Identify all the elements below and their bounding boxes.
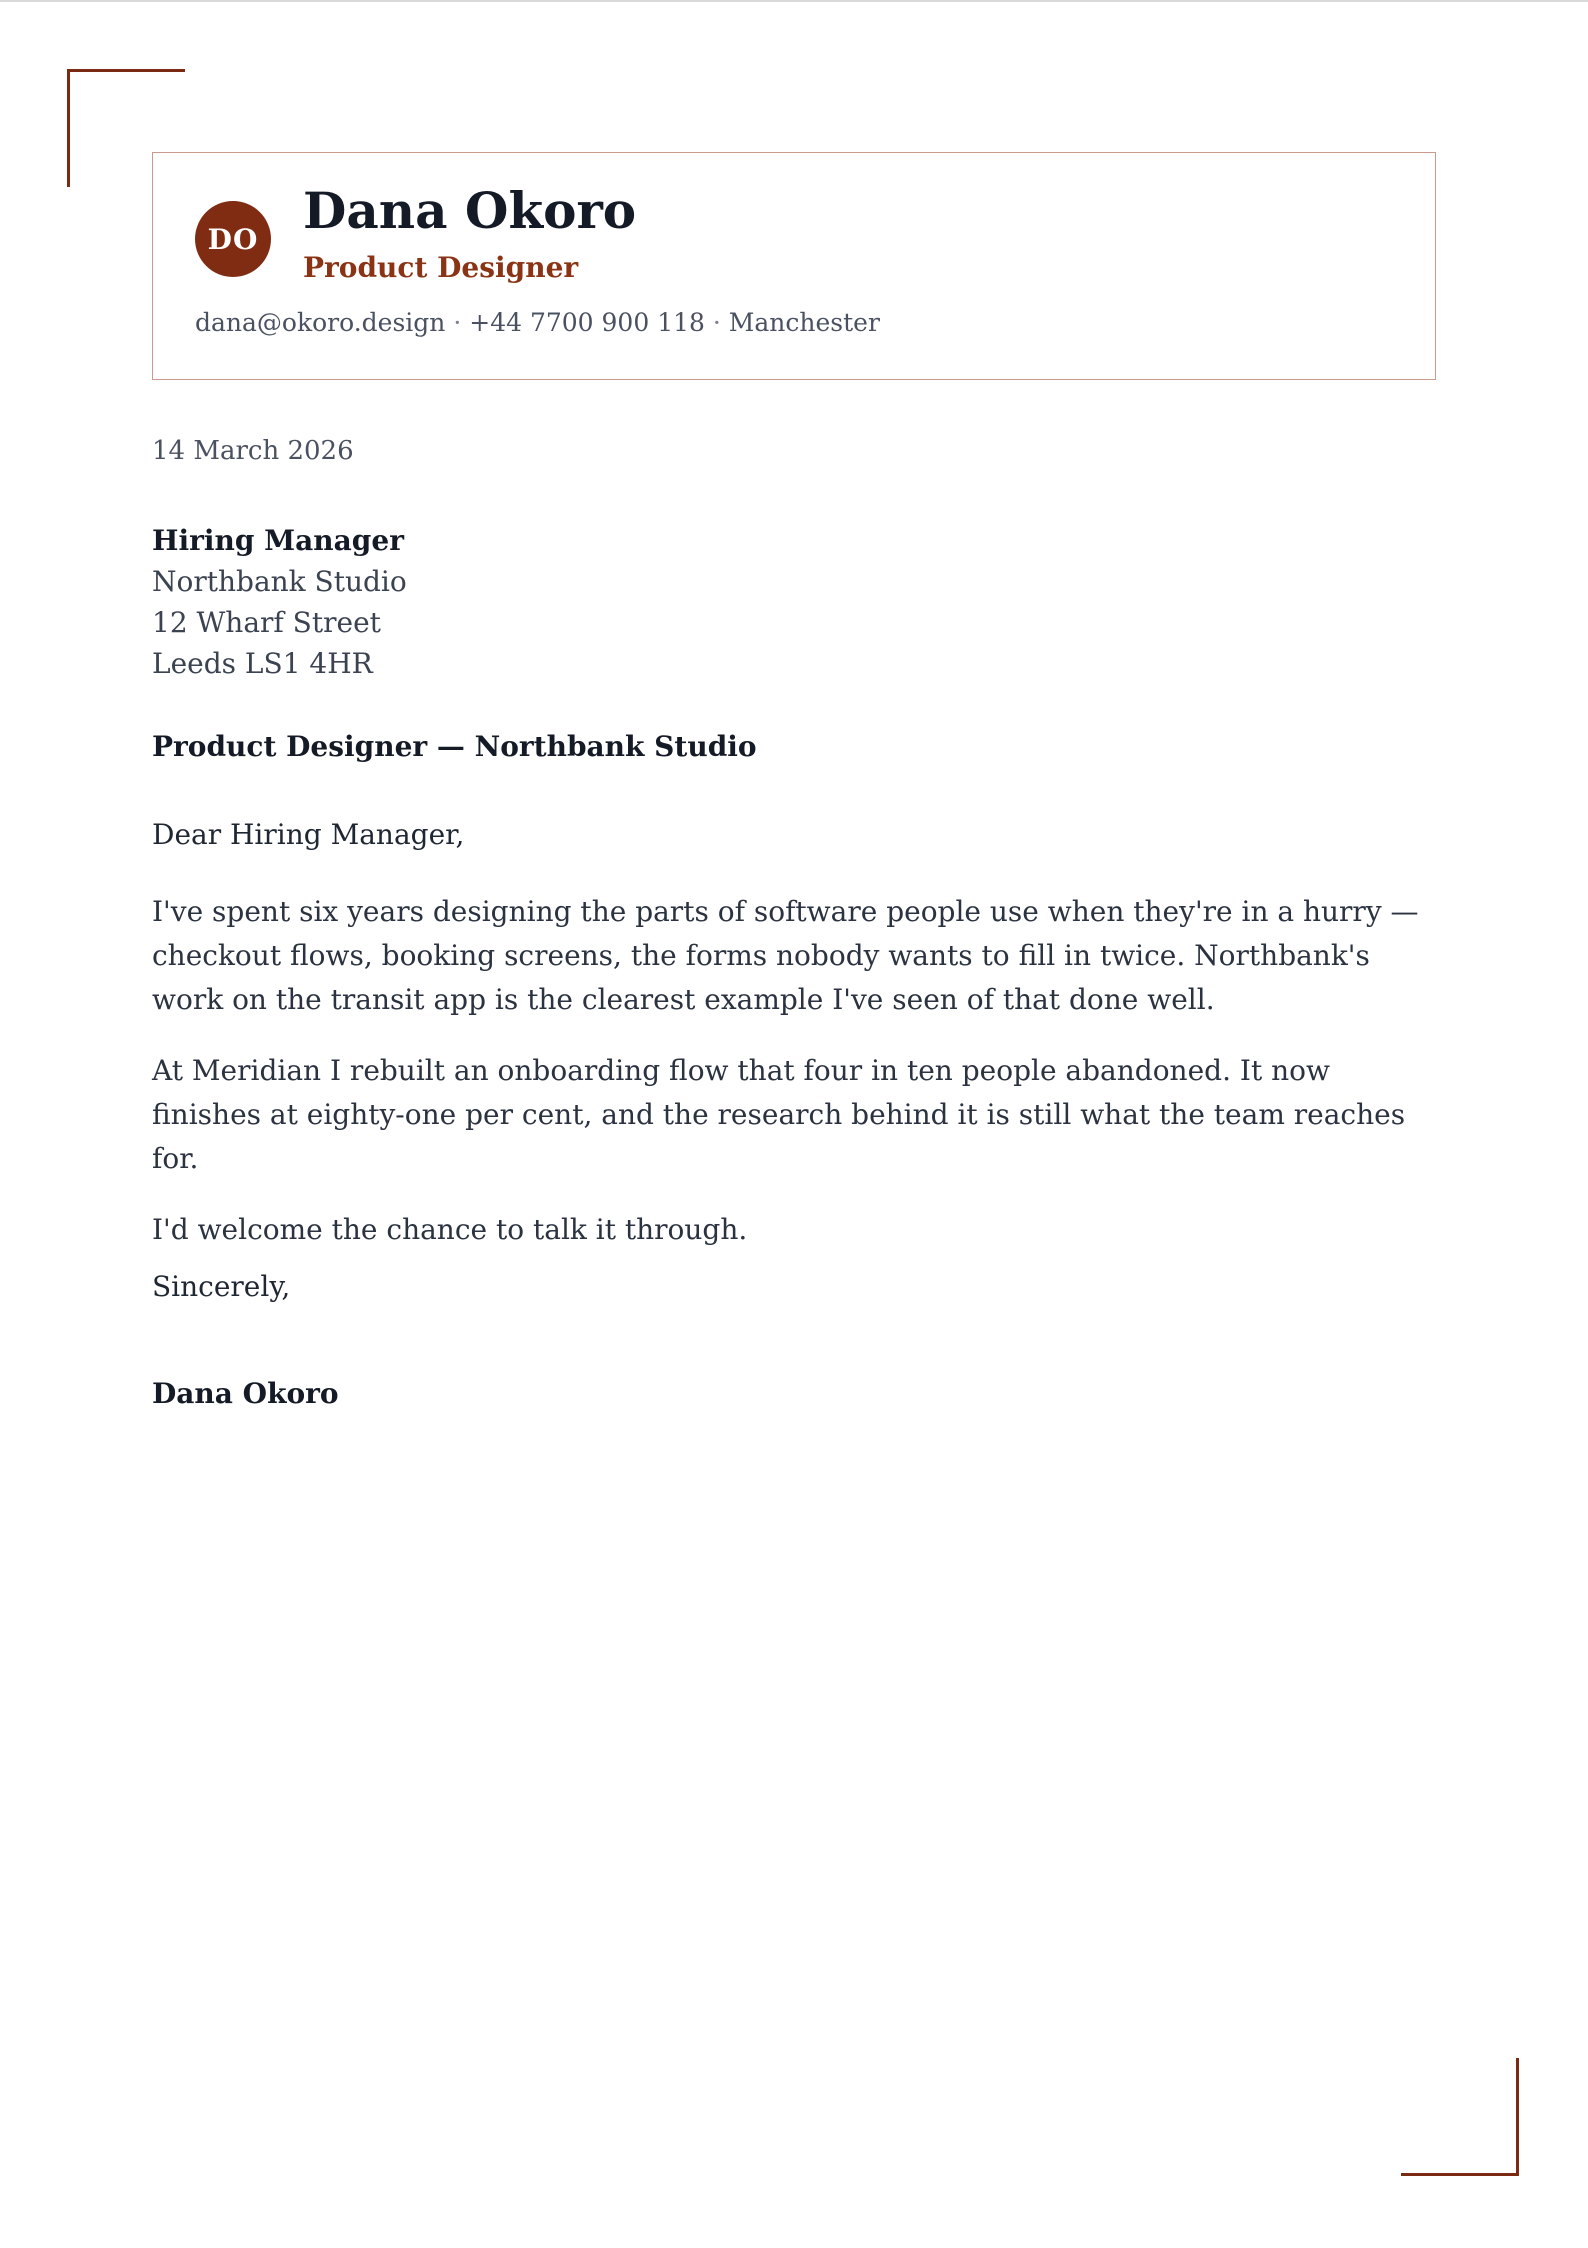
letter-date: 14 March 2026 (152, 436, 354, 466)
signature-name: Dana Okoro (152, 1377, 339, 1410)
recipient-name: Hiring Manager (152, 524, 404, 557)
body-paragraph: I'd welcome the chance to talk it through. (152, 1213, 748, 1246)
body-paragraph: At Meridian I rebuilt an onboarding flow that four in ten people abandoned. It now finishes at eighty-one per cent, and the research behind it is still what the team reaches for. (152, 1054, 1406, 1175)
sender-role: Product Designer (303, 251, 579, 284)
corner-bracket-bottom-right (1401, 2058, 1519, 2176)
recipient-street: 12 Wharf Street (152, 606, 381, 639)
letter-subject: Product Designer — Northbank Studio (152, 730, 757, 763)
contact-separator: · (704, 308, 729, 337)
sender-name: Dana Okoro (303, 181, 637, 240)
contact-line (195, 308, 880, 337)
avatar (195, 201, 271, 277)
letter-body (152, 890, 1442, 1279)
recipient-address (152, 520, 407, 684)
top-divider (0, 0, 1588, 2)
salutation: Dear Hiring Manager, (152, 818, 465, 851)
avatar-initials: DO (207, 222, 259, 256)
recipient-city: Leeds LS1 4HR (152, 647, 373, 680)
letterhead-card (152, 152, 1436, 380)
contact-phone[interactable]: +44 7700 900 118 (469, 308, 705, 337)
recipient-company: Northbank Studio (152, 565, 407, 598)
closing: Sincerely, (152, 1270, 291, 1303)
contact-location: Manchester (728, 308, 880, 337)
contact-email[interactable]: dana@okoro.design (195, 308, 446, 337)
body-paragraph: I've spent six years designing the parts of software people use when they're in a hurry — checkout flows, booking screens, the forms nobody wants to fill in twice. Northbank's work on the transit app is the clearest example I've seen of that done well. (152, 895, 1419, 1016)
contact-separator: · (445, 308, 470, 337)
